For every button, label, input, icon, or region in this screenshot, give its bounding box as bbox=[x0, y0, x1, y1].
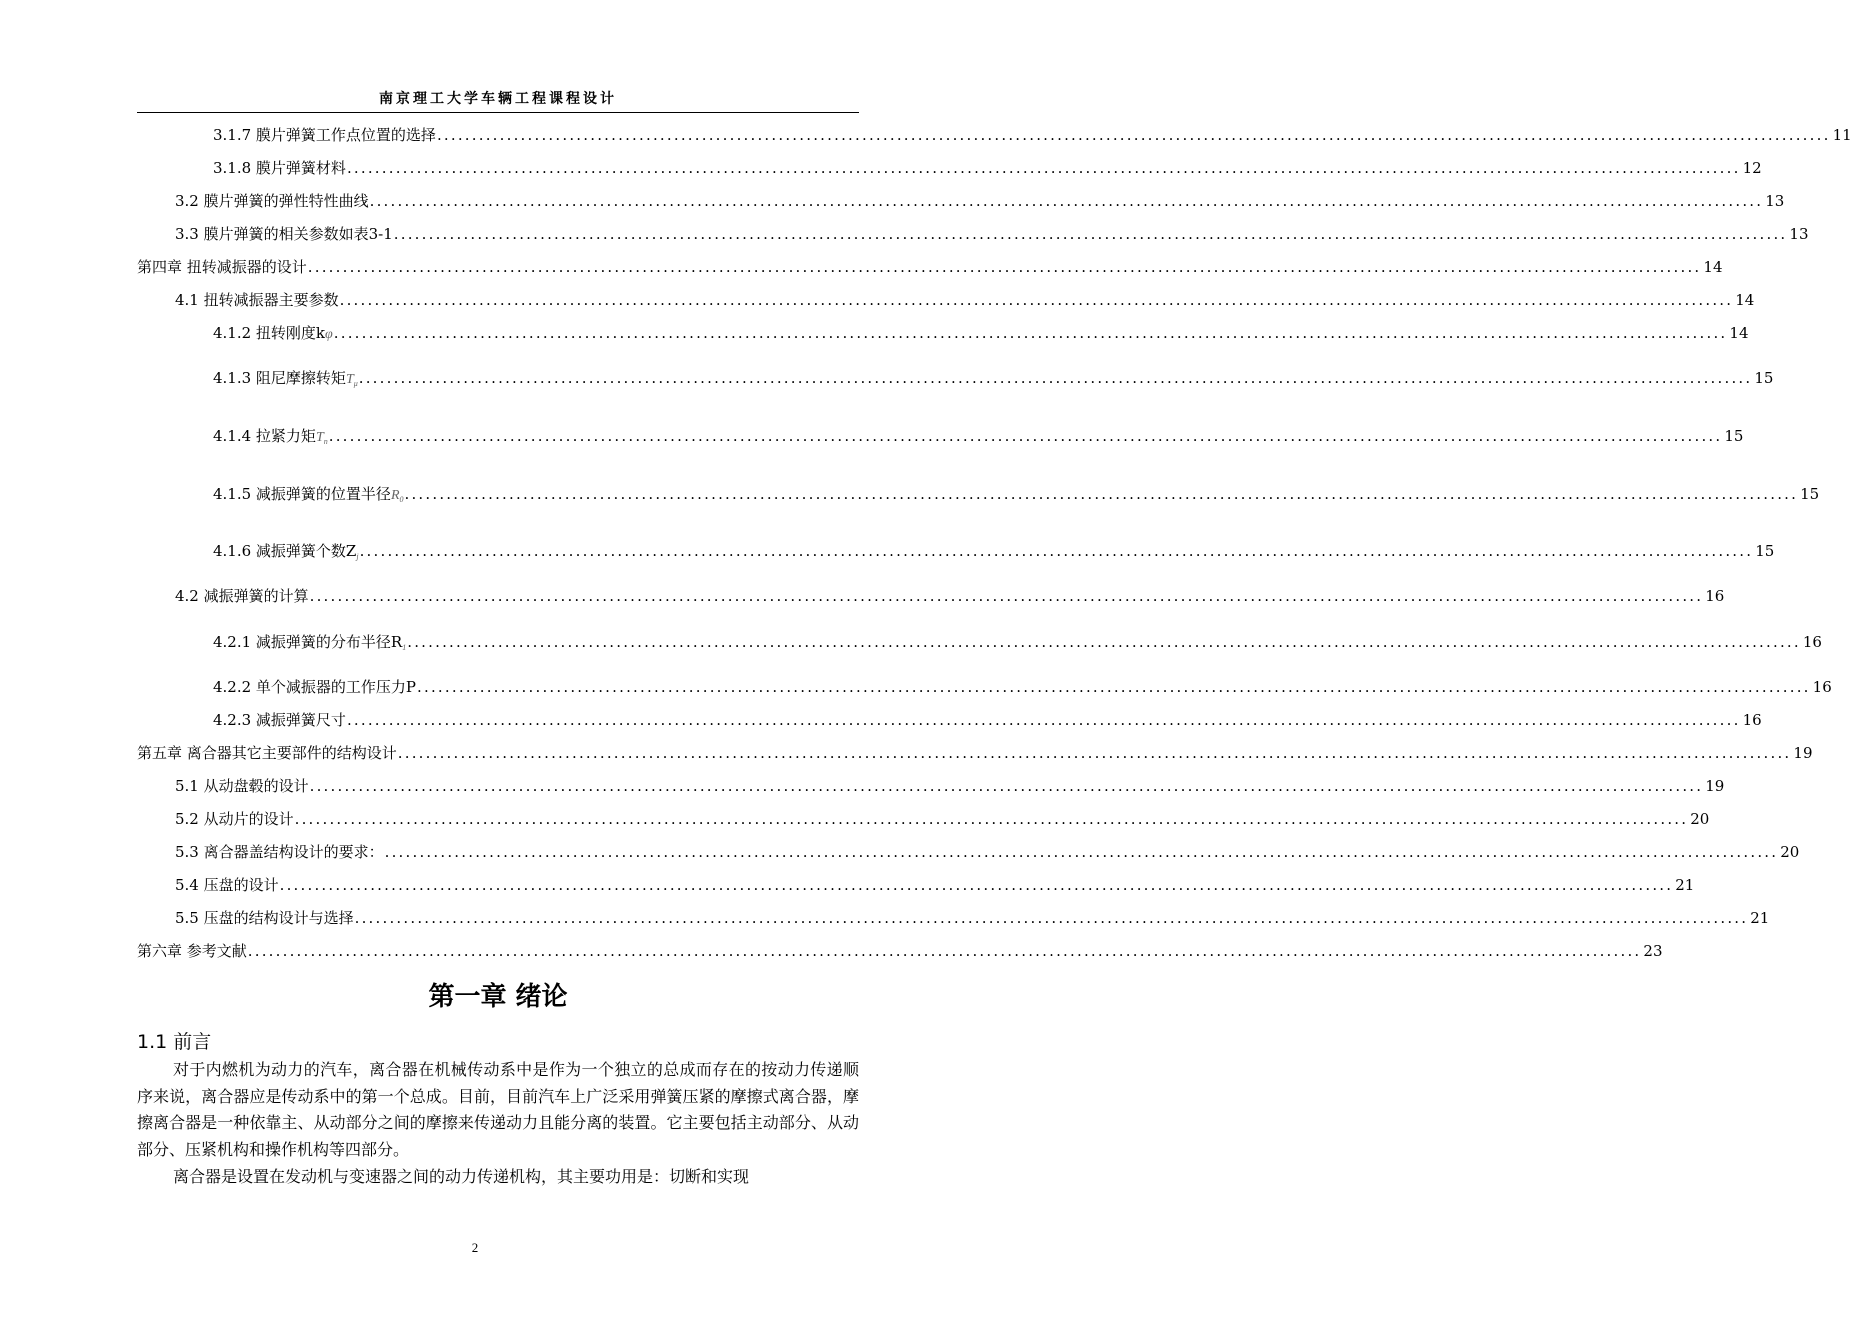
toc-entry-title bbox=[175, 585, 309, 606]
toc-leader-dots: ........................................................................................................................................................................................................ bbox=[436, 126, 1831, 144]
toc-entry-subscript: n bbox=[323, 437, 328, 446]
toc-entry-title bbox=[175, 775, 309, 796]
section-title: 1.1 前言 bbox=[137, 1031, 212, 1053]
toc-entry[interactable] bbox=[175, 907, 1770, 928]
toc-leader-dots: ........................................................................................................................................................................................................ bbox=[333, 324, 1728, 342]
toc-page-number: 12 bbox=[1742, 159, 1762, 177]
toc-entry-label: 4.1.2 扭转刚度k bbox=[213, 324, 326, 342]
toc-page-number: 16 bbox=[1812, 678, 1832, 696]
toc-entry-label: 4.1 扭转减振器主要参数 bbox=[175, 291, 339, 309]
toc-leader-dots: ........................................................................................................................................................................................................ bbox=[346, 159, 1741, 177]
toc-leader-dots: ........................................................................................................................................................................................................ bbox=[417, 678, 1811, 696]
toc-entry-label: 4.1.5 减振弹簧的位置半径 bbox=[213, 485, 391, 503]
toc-leader-dots: ........................................................................................................................................................................................................ bbox=[247, 942, 1642, 960]
toc-leader-dots: ........................................................................................................................................................................................................ bbox=[309, 777, 1704, 795]
toc-entry-title bbox=[175, 808, 294, 829]
toc-entry-title bbox=[213, 676, 416, 697]
toc-entry-title bbox=[175, 907, 354, 928]
toc-entry-label: 4.2.3 减振弹簧尺寸 bbox=[213, 711, 346, 729]
toc-entry-title bbox=[175, 190, 369, 211]
toc-entry[interactable] bbox=[213, 322, 1749, 343]
toc-leader-dots: ........................................................................................................................................................................................................ bbox=[359, 542, 1754, 560]
toc-entry-label: 5.1 从动盘毂的设计 bbox=[175, 777, 309, 795]
toc-page-number: 20 bbox=[1690, 810, 1710, 828]
toc-leader-dots: ........................................................................................................................................................................................................ bbox=[346, 711, 1741, 729]
toc-entry-title bbox=[137, 742, 397, 763]
toc-page-number: 13 bbox=[1789, 225, 1809, 243]
toc-entry-title bbox=[213, 124, 436, 145]
toc-entry[interactable] bbox=[175, 775, 1725, 796]
toc-page-number: 21 bbox=[1750, 909, 1770, 927]
toc-entry-label: 4.2.2 单个减振器的工作压力P bbox=[213, 678, 417, 696]
toc-page-number: 14 bbox=[1703, 258, 1723, 276]
toc-entry-title bbox=[213, 367, 358, 388]
toc-page-number: 15 bbox=[1755, 542, 1775, 560]
toc-entry-title bbox=[175, 223, 393, 244]
toc-leader-dots: ........................................................................................................................................................................................................ bbox=[397, 744, 1792, 762]
toc-leader-dots: ........................................................................................................................................................................................................ bbox=[384, 843, 1779, 861]
body-paragraph: 离合器是设置在发动机与变速器之间的动力传递机构，其主要功用是：切断和实现 bbox=[173, 1167, 750, 1186]
toc-entry-subscript: 0 bbox=[399, 495, 404, 504]
toc-entry[interactable] bbox=[175, 223, 1809, 244]
toc-page-number: 20 bbox=[1780, 843, 1800, 861]
toc-page-number: 14 bbox=[1729, 324, 1749, 342]
toc-entry-symbol: T bbox=[345, 372, 354, 387]
toc-entry-label: 5.2 从动片的设计 bbox=[175, 810, 294, 828]
toc-entry-label: 4.1.6 减振弹簧个数Z bbox=[213, 542, 357, 560]
toc-entry-subscript: μ bbox=[353, 379, 358, 388]
toc-entry-subscript: 1 bbox=[402, 643, 407, 652]
toc-entry[interactable] bbox=[137, 256, 1723, 277]
toc-entry-symbol: T bbox=[315, 430, 324, 445]
toc-entry-title bbox=[213, 322, 333, 343]
toc-entry[interactable] bbox=[175, 874, 1695, 895]
toc-entry-label: 第六章 参考文献 bbox=[137, 942, 247, 960]
toc-entry-title bbox=[213, 483, 404, 504]
toc-entry-title bbox=[213, 709, 346, 730]
toc-page-number: 15 bbox=[1754, 369, 1774, 387]
toc-entry-title bbox=[213, 631, 406, 652]
toc-entry-symbol: φ bbox=[325, 327, 333, 342]
toc-entry[interactable] bbox=[175, 841, 1800, 862]
toc-page-number: 14 bbox=[1735, 291, 1755, 309]
page-number: 2 bbox=[471, 1240, 479, 1255]
toc-entry[interactable] bbox=[213, 483, 1820, 504]
toc-entry[interactable] bbox=[175, 289, 1755, 310]
toc-entry[interactable] bbox=[175, 190, 1785, 211]
toc-entry-label: 4.1.4 拉紧力矩 bbox=[213, 427, 316, 445]
toc-entry-title bbox=[137, 940, 247, 961]
toc-entry-label: 第五章 离合器其它主要部件的结构设计 bbox=[137, 744, 397, 762]
toc-entry-title bbox=[175, 874, 279, 895]
toc-entry[interactable] bbox=[213, 425, 1744, 446]
toc-entry[interactable] bbox=[213, 157, 1762, 178]
toc-entry-label: 4.1.3 阻尼摩擦转矩 bbox=[213, 369, 346, 387]
toc-leader-dots: ........................................................................................................................................................................................................ bbox=[369, 192, 1764, 210]
header-rule bbox=[137, 112, 859, 113]
toc-entry-symbol: R bbox=[390, 488, 400, 503]
toc-page-number: 23 bbox=[1643, 942, 1663, 960]
toc-entry[interactable] bbox=[213, 367, 1774, 388]
toc-entry-label: 4.2.1 减振弹簧的分布半径R bbox=[213, 633, 403, 651]
toc-entry-subscript: j bbox=[356, 552, 359, 561]
toc-leader-dots: ........................................................................................................................................................................................................ bbox=[407, 633, 1801, 651]
toc-entry-label: 5.5 压盘的结构设计与选择 bbox=[175, 909, 354, 927]
page-header: 南京理工大学车辆工程课程设计 bbox=[379, 91, 617, 107]
toc-entry-title bbox=[213, 157, 346, 178]
toc-leader-dots: ........................................................................................................................................................................................................ bbox=[339, 291, 1734, 309]
chapter-title: 第一章 绪论 bbox=[428, 982, 568, 1012]
toc-page-number: 19 bbox=[1705, 777, 1725, 795]
toc-leader-dots: ........................................................................................................................................................................................................ bbox=[294, 810, 1689, 828]
toc-page-number: 11 bbox=[1832, 126, 1852, 144]
toc-entry[interactable] bbox=[175, 585, 1725, 606]
toc-entry-title bbox=[213, 540, 359, 561]
toc-page-number: 19 bbox=[1793, 744, 1813, 762]
toc-page-number: 15 bbox=[1724, 427, 1744, 445]
toc-entry-title bbox=[213, 425, 328, 446]
toc-entry-label: 3.1.7 膜片弹簧工作点位置的选择 bbox=[213, 126, 436, 144]
toc-leader-dots: ........................................................................................................................................................................................................ bbox=[309, 587, 1704, 605]
toc-entry[interactable] bbox=[213, 676, 1832, 697]
toc-entry[interactable] bbox=[213, 540, 1775, 561]
toc-entry-label: 3.1.8 膜片弹簧材料 bbox=[213, 159, 346, 177]
toc-entry-title bbox=[137, 256, 307, 277]
toc-leader-dots: ........................................................................................................................................................................................................ bbox=[354, 909, 1749, 927]
toc-entry[interactable] bbox=[137, 742, 1813, 763]
toc-page-number: 15 bbox=[1800, 485, 1820, 503]
toc-page-number: 21 bbox=[1675, 876, 1695, 894]
toc-leader-dots: ........................................................................................................................................................................................................ bbox=[404, 485, 1799, 503]
toc-page-number: 16 bbox=[1705, 587, 1725, 605]
toc-entry-label: 5.4 压盘的设计 bbox=[175, 876, 279, 894]
toc-leader-dots: ........................................................................................................................................................................................................ bbox=[393, 225, 1788, 243]
toc-entry-label: 4.2 减振弹簧的计算 bbox=[175, 587, 309, 605]
toc-entry-label: 3.3 膜片弹簧的相关参数如表3-1 bbox=[175, 225, 393, 243]
toc-page-number: 13 bbox=[1765, 192, 1785, 210]
toc-entry-label: 第四章 扭转减振器的设计 bbox=[137, 258, 307, 276]
toc-entry[interactable] bbox=[175, 808, 1710, 829]
toc-entry[interactable] bbox=[213, 631, 1822, 652]
toc-page-number: 16 bbox=[1742, 711, 1762, 729]
toc-leader-dots: ........................................................................................................................................................................................................ bbox=[279, 876, 1674, 894]
toc-leader-dots: ........................................................................................................................................................................................................ bbox=[328, 427, 1723, 445]
toc-entry-title bbox=[175, 841, 384, 862]
toc-entry-label: 3.2 膜片弹簧的弹性特性曲线 bbox=[175, 192, 369, 210]
body-paragraph: 对于内燃机为动力的汽车，离合器在机械传动系中是作为一个独立的总成而存在的按动力传递顺序来说，离合器应是传动系中的第一个总成。目前，目前汽车上广泛采用弹簧压紧的摩擦式离合器，摩擦离合器是一种依靠主、从动部分之间的摩擦来传递动力且能分离的装置。它主要包括主动部分、从动部分、压紧机构和操作机构等四部分。 bbox=[137, 1060, 859, 1159]
toc-entry[interactable] bbox=[137, 940, 1663, 961]
toc-entry-title bbox=[175, 289, 339, 310]
toc-entry[interactable] bbox=[213, 124, 1852, 145]
toc-entry[interactable] bbox=[213, 709, 1762, 730]
toc-entry-label: 5.3 离合器盖结构设计的要求： bbox=[175, 843, 384, 861]
toc-leader-dots: ........................................................................................................................................................................................................ bbox=[358, 369, 1753, 387]
toc-page-number: 16 bbox=[1802, 633, 1822, 651]
toc-leader-dots: ........................................................................................................................................................................................................ bbox=[307, 258, 1702, 276]
